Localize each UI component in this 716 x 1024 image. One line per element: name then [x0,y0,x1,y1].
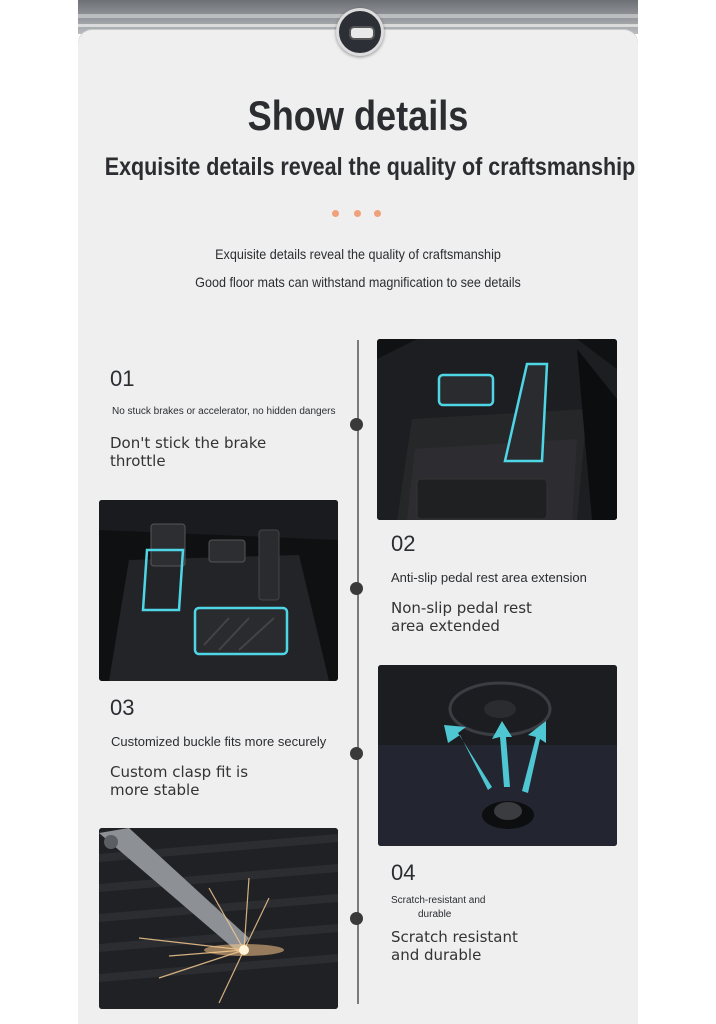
feature-caption-01: No stuck brakes or accelerator, no hidden dangers [112,406,336,417]
timeline-node-03 [350,747,363,760]
feature-number-01: 01 [110,366,135,391]
feature-number-03: 03 [110,695,135,720]
feature-description-04: Scratch resistant and durable [391,928,518,964]
feature-number-04: 04 [391,860,416,885]
feature-description-01: Don't stick the brake throttle [110,434,267,470]
intro-line-2: Good floor mats can withstand magnification to see details [195,274,521,290]
feature-caption-03: Customized buckle fits more securely [111,734,327,749]
timeline-node-04 [350,912,363,925]
pedal-close-up-photo [377,339,617,520]
feature-description-02: Non-slip pedal rest area extended [391,599,532,635]
intro-line-1: Exquisite details reveal the quality of craftsmanship [215,246,501,262]
feature-description-03: Custom clasp fit is more stable [110,763,249,799]
clasp-buckle-photo [378,665,617,846]
feature-number-02: 02 [391,531,416,556]
timeline-node-01 [350,418,363,431]
timeline-node-02 [350,582,363,595]
feature-caption-02: Anti-slip pedal rest area extension [391,570,587,585]
footrest-floor-mat-photo [99,500,338,681]
feature-caption-04-line2: durable [418,909,452,920]
page-subtitle: Exquisite details reveal the quality of craftsmanship [104,153,636,181]
page-title: Show details [247,92,469,139]
clasp-icon [336,8,384,56]
decorative-dots [332,210,384,218]
knife-scratch-photo [99,828,338,1009]
feature-caption-04-line1: Scratch-resistant and [391,895,486,906]
timeline-line [357,340,359,1004]
